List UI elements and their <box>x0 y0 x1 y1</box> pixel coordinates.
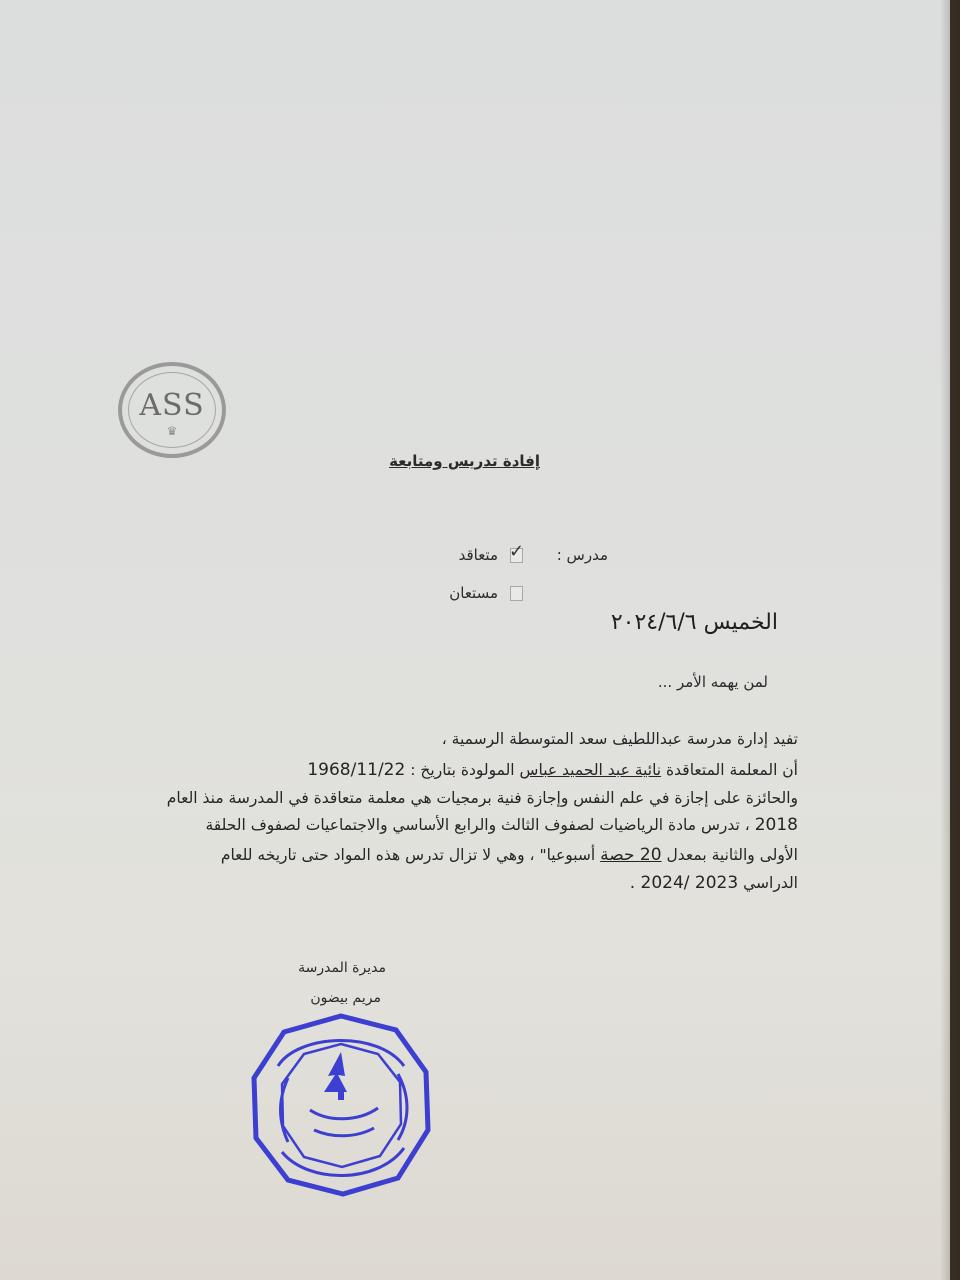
teacher-type-label: مدرس : <box>556 546 608 564</box>
option-assisted-label: مستعان <box>449 584 498 602</box>
page-edge-shadow <box>940 0 960 1280</box>
body-line-6 <box>630 873 798 893</box>
cedar-icon <box>324 1052 347 1100</box>
birth-date: 1968/11/22 <box>307 760 406 780</box>
body-line-5 <box>221 845 798 865</box>
teacher-name: نائية عبد الحميد عباس <box>519 761 662 779</box>
signature-name: مريم بيضون <box>310 990 381 1006</box>
option-contracted-checkbox[interactable] <box>509 541 525 563</box>
body-line-2-a: أن المعلمة المتعاقدة <box>666 761 798 779</box>
body-line-4-text: ، تدرس مادة الرياضيات لصفوف الثالث والرابع الأساسي والاجتماعيات لصفوف الحلقة <box>205 816 750 834</box>
body-line-2-b: المولودة بتاريخ : <box>410 761 515 779</box>
stamp-lettering <box>278 1040 407 1175</box>
body-line-1 <box>442 730 798 748</box>
checkmark-icon: ✓ <box>509 541 525 562</box>
option-assisted-checkbox[interactable] <box>510 586 523 601</box>
body-line-4 <box>205 815 798 835</box>
body-line-1-text: تفيد إدارة مدرسة عبداللطيف سعد المتوسطة الرسمية ، <box>441 730 798 748</box>
start-year: 2018 <box>754 815 798 835</box>
body-line-5-b: أسبوعيا" ، وهي لا تزال تدرس هذه المواد حتى تاريخه للعام <box>220 846 596 864</box>
body-line-5-a: الأولى والثانية بمعدل <box>666 846 798 864</box>
document-date: الخميس ٢٠٢٤/٦/٦ <box>610 610 778 635</box>
body-line-3 <box>167 789 798 807</box>
official-stamp <box>248 1012 434 1198</box>
weekly-hours: 20 حصة <box>600 845 662 865</box>
body-line-2 <box>307 760 798 780</box>
school-logo <box>118 362 226 458</box>
body-line-6-a: الدراسي <box>743 874 798 892</box>
body-line-3-text: والحائزة على إجازة في علم النفس وإجازة فنية برمجيات هي معلمة متعاقدة في المدرسة منذ العام <box>166 789 798 807</box>
signature-role: مديرة المدرسة <box>298 960 386 976</box>
to-whom-it-may-concern: لمن يهمه الأمر ... <box>657 673 768 691</box>
logo-text: ASS <box>139 388 205 423</box>
option-contracted-label: متعاقد <box>458 546 498 564</box>
logo-crown-icon: ♛ <box>166 424 178 438</box>
academic-year: 2023 /2024 . <box>629 873 739 893</box>
document-title: إفادة تدريس ومتابعة <box>389 452 540 470</box>
